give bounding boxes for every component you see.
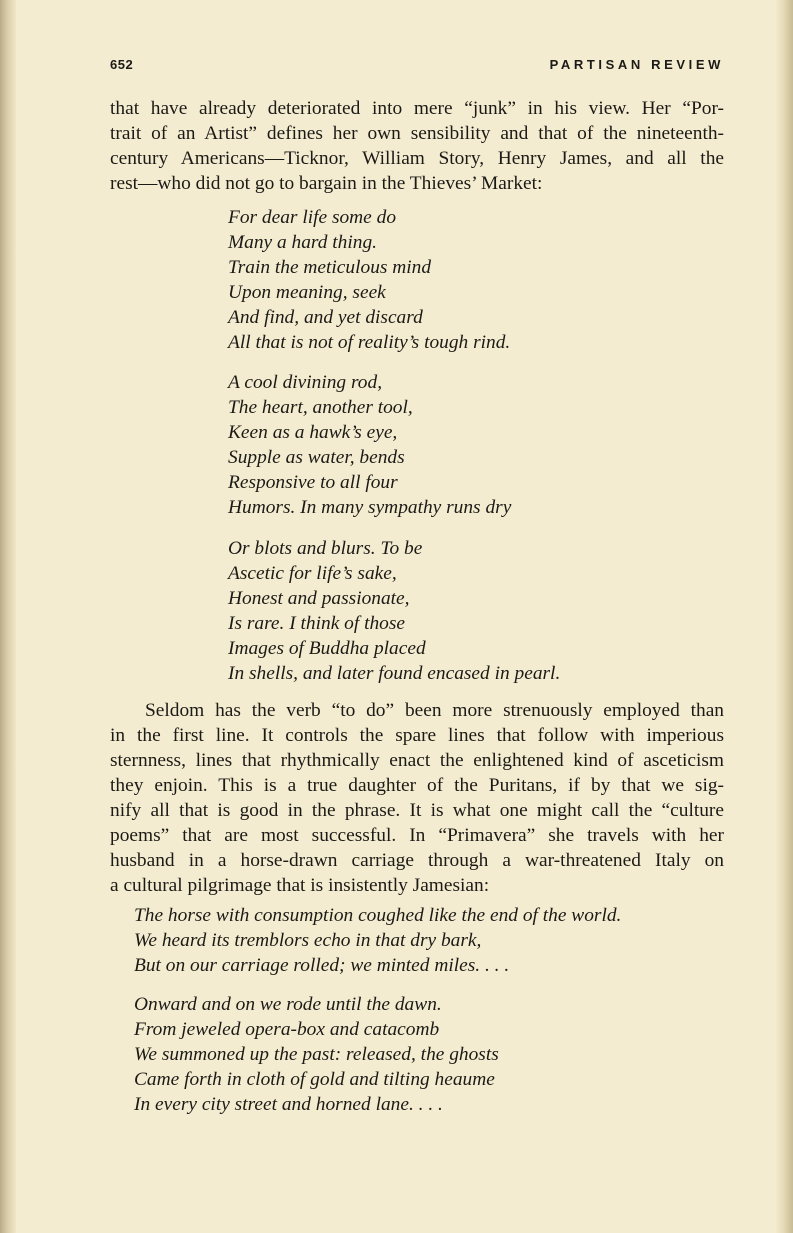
running-head — [110, 57, 724, 79]
prose-line: that have already deteriorated into mere “junk” in his view. Her “Por- — [110, 98, 724, 119]
verse-line: The heart, another tool, — [228, 397, 413, 418]
verse-line: And find, and yet discard — [228, 307, 423, 328]
prose-line: husband in a horse-drawn carriage through a war-threatened Italy on — [110, 850, 724, 871]
verse-line: Honest and passionate, — [228, 588, 410, 609]
prose-line: Seldom has the verb “to do” been more strenuously employed than — [145, 700, 724, 721]
verse-line: We heard its tremblors echo in that dry bark, — [134, 930, 482, 951]
verse-line: Ascetic for life’s sake, — [228, 563, 397, 584]
verse-line: Images of Buddha placed — [228, 638, 426, 659]
verse-line: We summoned up the past: released, the ghosts — [134, 1044, 499, 1065]
verse-line: Responsive to all four — [228, 472, 398, 493]
verse-line: Upon meaning, seek — [228, 282, 386, 303]
prose-line: century Americans—Ticknor, William Story, Henry James, and all the — [110, 148, 724, 169]
prose-line: a cultural pilgrimage that is insistently Jamesian: — [110, 875, 490, 896]
verse-line: Supple as water, bends — [228, 447, 405, 468]
prose-line: sternness, lines that rhythmically enact the enlightened kind of asceticism — [110, 750, 724, 771]
verse-line: From jeweled opera-box and catacomb — [134, 1019, 440, 1040]
prose-line: poems” that are most successful. In “Primavera” she travels with her — [110, 825, 724, 846]
verse-line: Keen as a hawk’s eye, — [228, 422, 398, 443]
verse-line: For dear life some do — [228, 207, 397, 228]
prose-line: rest—who did not go to bargain in the Thieves’ Market: — [110, 173, 543, 194]
verse-line: Train the meticulous mind — [228, 257, 432, 278]
verse-line: Is rare. I think of those — [228, 613, 406, 634]
prose-line: they enjoin. This is a true daughter of the Puritans, if by that we sig- — [110, 775, 724, 796]
prose-line: trait of an Artist” defines her own sensibility and that of the nineteenth- — [110, 123, 724, 144]
verse-line: In shells, and later found encased in pearl. — [228, 663, 561, 684]
page-gutter-shadow — [0, 0, 16, 1233]
verse-line: Or blots and blurs. To be — [228, 538, 423, 559]
verse-line: Humors. In many sympathy runs dry — [228, 497, 512, 518]
page-number: 652 — [110, 57, 134, 72]
verse-line: But on our carriage rolled; we minted miles. . . . — [134, 955, 510, 976]
verse-line: Came forth in cloth of gold and tilting heaume — [134, 1069, 495, 1090]
verse-line: A cool divining rod, — [228, 372, 383, 393]
verse-line: The horse with consumption coughed like the end of the world. — [134, 905, 622, 926]
verse-line: All that is not of reality’s tough rind. — [228, 332, 511, 353]
prose-line: nify all that is good in the phrase. It is what one might call the “culture — [110, 800, 724, 821]
prose-line: in the first line. It controls the spare lines that follow with imperious — [110, 725, 724, 746]
journal-title: PARTISAN REVIEW — [549, 57, 724, 72]
verse-line: In every city street and horned lane. . . . — [134, 1094, 443, 1115]
page-edge — [775, 0, 793, 1233]
verse-line: Many a hard thing. — [228, 232, 378, 253]
verse-line: Onward and on we rode until the dawn. — [134, 994, 442, 1015]
